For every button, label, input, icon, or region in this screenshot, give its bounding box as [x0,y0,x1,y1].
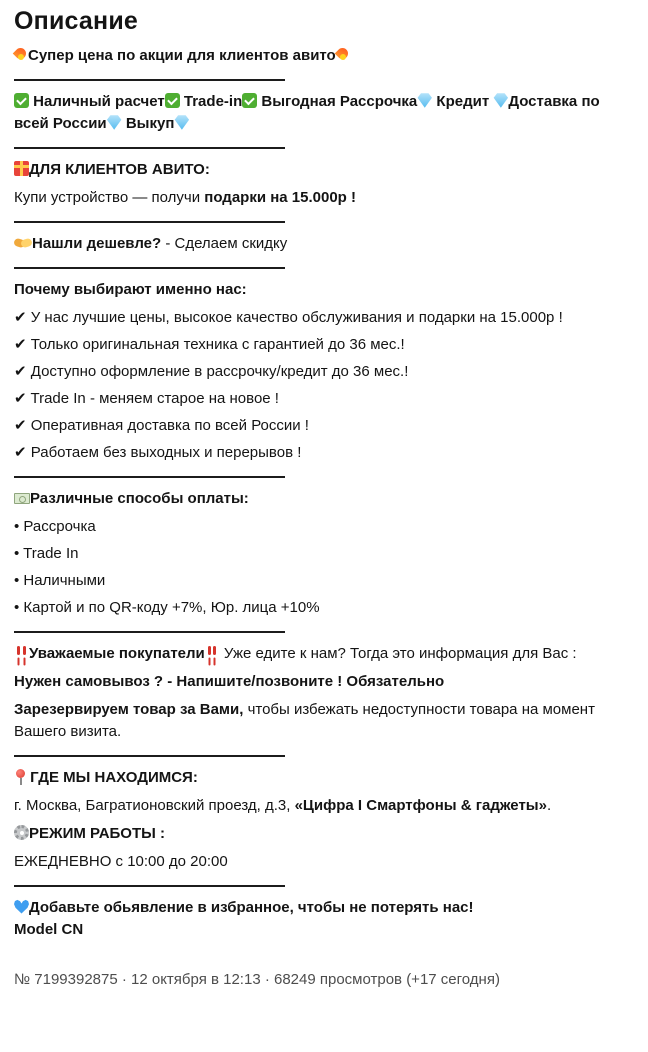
divider-line [14,221,285,223]
section-title: Описание [14,7,138,35]
favorite-text: Добавьте обьявление в избранное, чтобы не потерять нас! [29,899,474,916]
buyers-notice-line [14,643,630,665]
divider-line [14,79,285,81]
double-exclamation-icon [16,646,27,660]
service-text: Наличный расчет [29,93,165,110]
green-check-icon [165,93,180,108]
service-text: Кредит [432,93,494,110]
buyers-bold: Уважаемые покупатели [29,645,205,662]
why-us-item: ✔ Оперативная доставка по всей России ! [14,417,309,434]
address-normal: г. Москва, Багратионовский проезд, д.3, [14,797,295,814]
buyers-normal: Уже едите к нам? Тогда это информация для Вас : [219,645,577,662]
promo-text: Супер цена по акции для клиентов авито [28,47,336,64]
gear-icon [14,825,29,840]
payment-item: • Картой и по QR-коду +7%, Юр. лица +10% [14,599,320,616]
address-tail: . [546,797,552,814]
payment-header-text: Различные способы оплаты: [30,490,249,507]
discount-normal: - Сделаем скидку [161,235,288,252]
divider-line [14,755,285,757]
schedule-header-text: РЕЖИМ РАБОТЫ : [29,825,165,842]
why-us-item: ✔ У нас лучшие цены, высокое качество обслуживания и подарки на 15.000р ! [14,309,563,326]
divider-line [14,267,285,269]
fire-icon [14,47,28,62]
gem-icon [493,93,508,108]
reserve-normal: чтобы избежать недоступности товара на момент Вашего визита. [14,701,600,740]
why-us-item: ✔ Доступно оформление в рассрочку/кредит до 36 мес.! [14,363,409,380]
divider-line [14,885,285,887]
discount-bold: Нашли дешевле? [32,235,162,252]
gift-offer-bold: подарки на 15.000р ! [204,189,357,206]
round-pushpin-icon [14,769,26,785]
divider-line [14,147,285,149]
gift-offer-line [14,187,630,209]
address-line [14,795,630,817]
reserve-line [14,699,630,743]
banknote-icon [14,493,30,504]
model-line: Model CN [14,921,84,938]
gift-icon [14,161,29,176]
gem-icon [417,93,432,108]
why-us-item: ✔ Trade In - меняем старое на новое ! [14,390,279,407]
gem-icon [174,115,189,130]
pickup-line: Нужен самовывоз ? - Напишите/позвоните ! Обязательно [14,673,445,690]
listing-meta: № 7199392875 · 12 октября в 12:13 · 68249 просмотров (+17 сегодня) [14,971,500,988]
service-text: Trade-in [179,93,243,110]
handshake-icon [14,237,32,249]
why-us-header: Почему выбирают именно нас: [14,281,247,298]
reserve-bold: Зарезервируем товар за Вами, [14,701,244,718]
location-header [14,767,630,789]
fire-icon [336,47,350,62]
service-text: Доставка по всей России [14,93,604,132]
double-exclamation-icon [207,646,218,660]
why-us-item: ✔ Только оригинальная техника с гарантией до 36 мес.! [14,336,405,353]
services-line [14,91,630,135]
favorite-line [14,897,630,919]
discount-line [14,233,630,255]
avito-clients-text: ДЛЯ КЛИЕНТОВ АВИТО: [29,161,210,178]
schedule-hours: ЕЖЕДНЕВНО с 10:00 до 20:00 [14,853,228,870]
payment-item: • Наличными [14,572,106,589]
divider-line [14,476,285,478]
divider-line [14,631,285,633]
green-check-icon [242,93,257,108]
gem-icon [107,115,122,130]
location-header-text: ГДЕ МЫ НАХОДИМСЯ: [26,769,198,786]
service-text: Выгодная Рассрочка [257,93,418,110]
gift-offer-normal: Купи устройство — получи [14,189,205,206]
address-store-name: «Цифра I Смартфоны & гаджеты» [294,797,547,814]
promo-line [14,45,630,67]
payment-item: • Trade In [14,545,79,562]
why-us-item: ✔ Работаем без выходных и перерывов ! [14,444,302,461]
blue-heart-icon [14,899,29,914]
payment-item: • Рассрочка [14,518,96,535]
payment-header [14,488,630,510]
avito-clients-header [14,159,630,181]
green-check-icon [14,93,29,108]
schedule-header [14,823,630,845]
service-text: Выкуп [121,115,175,132]
